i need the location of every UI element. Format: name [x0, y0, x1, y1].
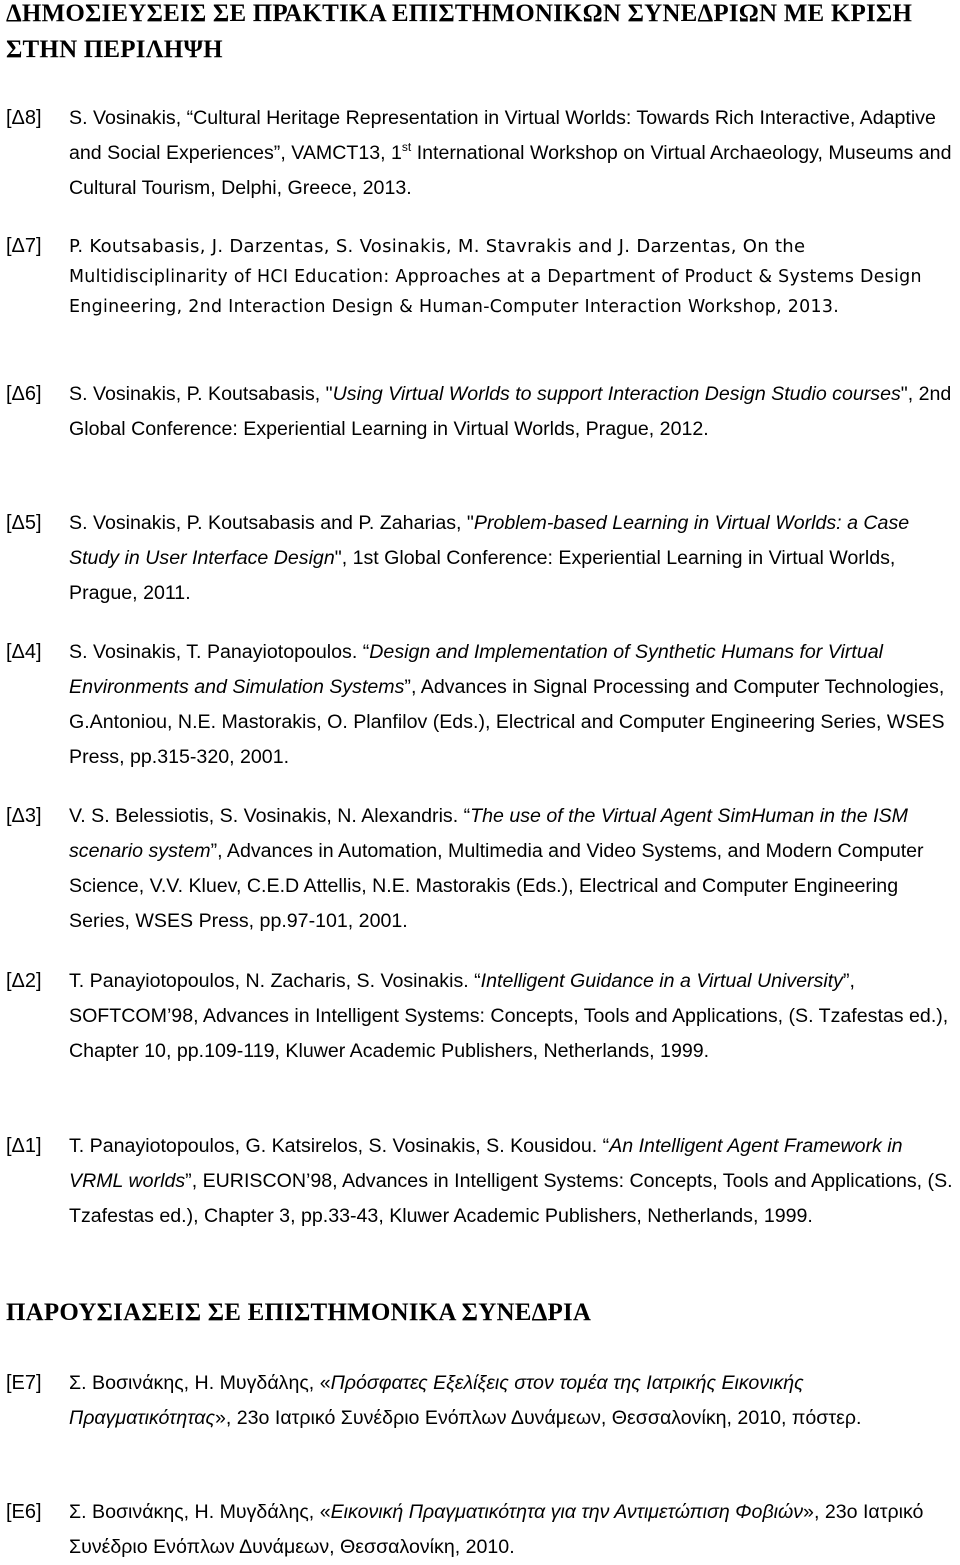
reference-label: [Δ4] [6, 641, 42, 663]
reference-text: Σ. Βοσινάκης, Η. Μυγδάλης, «Εικονική Πραγματικότητα για την Αντιμετώπιση Φοβιών», 23ο Ιατρικό Συνέδριο Ενόπλων Δυνάμεων, Θεσσαλονίκη, 2010. [69, 1501, 924, 1558]
reference-text: S. Vosinakis, T. Panayiotopoulos. “Design and Implementation of Synthetic Humans for Virtual Environments and Simulation Systems”, Advances in Signal Processing and Computer Technologies, G.Antoniou, N.E. Mastorakis, O. Planfilov (Eds.), Electrical and Computer Engineering Series, WSES Press, pp.315-320, 2001. [69, 641, 945, 768]
reference-label: [Ε6] [6, 1501, 42, 1523]
reference-text: T. Panayiotopoulos, N. Zacharis, S. Vosinakis. “Intelligent Guidance in a Virtual University”, SOFTCOM’98, Advances in Intelligent Systems: Concepts, Tools and Applications, (S. Tzafestas ed.), Chapter 10, pp.109-119, Kluwer Academic Publishers, Netherlands, 1999. [69, 970, 949, 1062]
reference-text: T. Panayiotopoulos, G. Katsirelos, S. Vosinakis, S. Kousidou. “An Intelligent Agent Framework in VRML worlds”, EURISCON’98, Advances in Intelligent Systems: Concepts, Tools and Applications, (S. Tzafestas ed.), Chapter 3, pp.33-43, Kluwer Academic Publishers, Netherlands, 1999. [69, 1135, 953, 1227]
reference-label: [Δ6] [6, 383, 42, 405]
reference-label: [Δ2] [6, 970, 42, 992]
reference-title: Using Virtual Worlds to support Interaction Design Studio courses [332, 383, 901, 405]
reference-text: S. Vosinakis, P. Koutsabasis, "Using Virtual Worlds to support Interaction Design Studio courses", 2nd Global Conference: Experiential Learning in Virtual Worlds, Prague, 2012. [69, 383, 952, 440]
reference-title: The use of the Virtual Agent SimHuman in the ISM scenario system [69, 805, 908, 862]
section-title-publications: ΔΗΜΟΣΙΕΥΣΕΙΣ ΣΕ ΠΡΑΚΤΙΚΑ ΕΠΙΣΤΗΜΟΝΙΚΩΝ ΣΥΝΕΔΡΙΩΝ ΜΕ ΚΡΙΣΗ ΣΤΗΝ ΠΕΡΙΛΗΨΗ [6, 0, 913, 63]
reference-text: Σ. Βοσινάκης, Η. Μυγδάλης, «Πρόσφατες Εξελίξεις στον τομέα της Ιατρικής Εικονικής Πραγματικότητας», 23ο Ιατρικό Συνέδριο Ενόπλων Δυνάμεων, Θεσσαλονίκη, 2010, πόστερ. [69, 1372, 862, 1429]
reference-text: P. Koutsabasis, J. Darzentas, S. Vosinakis, M. Stavrakis and J. Darzentas, On the Multidisciplinarity of HCI Education: Approaches at a Department of Product & Systems Design Engineering, 2nd Interaction Design & Human-Computer Interaction Workshop, 2013. [69, 236, 922, 317]
reference-label: [Ε7] [6, 1372, 42, 1394]
reference-title: Cultural Heritage Representation in Virtual Worlds: Towards Rich Interactive, Adaptive and Social Experiences [69, 107, 936, 164]
reference-label: [Δ7] [6, 235, 42, 257]
reference-title: Πρόσφατες Εξελίξεις στον τομέα της Ιατρικής Εικονικής Πραγματικότητας [69, 1372, 804, 1429]
section-title-presentations: ΠΑΡΟΥΣΙΑΣΕΙΣ ΣΕ ΕΠΙΣΤΗΜΟΝΙΚΑ ΣΥΝΕΔΡΙΑ [6, 1299, 592, 1326]
reference-label: [Δ1] [6, 1135, 42, 1157]
reference-text: V. S. Belessiotis, S. Vosinakis, N. Alexandris. “The use of the Virtual Agent SimHuman in the ISM scenario system”, Advances in Automation, Multimedia and Video Systems, and Modern Computer Science, V.V. Kluev, C.E.D Attellis, N.E. Mastorakis (Eds.), Electrical and Computer Engineering Series, WSES Press, pp.97-101, 2001. [69, 805, 924, 932]
reference-text: S. Vosinakis, P. Koutsabasis and P. Zaharias, "Problem-based Learning in Virtual Worlds: a Case Study in User Interface Design", 1st Global Conference: Experiential Learning in Virtual Worlds, Prague, 2011. [69, 512, 910, 604]
reference-label: [Δ8] [6, 107, 42, 129]
reference-title: Problem-based Learning in Virtual Worlds: a Case Study in User Interface Design [69, 512, 910, 569]
reference-label: [Δ5] [6, 512, 42, 534]
reference-label: [Δ3] [6, 805, 42, 827]
reference-title: Intelligent Guidance in a Virtual University [480, 970, 843, 992]
reference-title: Εικονική Πραγματικότητα για την Αντιμετώπιση Φοβιών [330, 1501, 804, 1523]
reference-text: S. Vosinakis, “Cultural Heritage Representation in Virtual Worlds: Towards Rich Interactive, Adaptive and Social Experiences”, VAMCT13, 1st International Workshop on Virtual Archaeology, Museums and Cultural Tourism, Delphi, Greece, 2013. [69, 107, 952, 199]
reference-title: Design and Implementation of Synthetic Humans for Virtual Environments and Simulation Systems [69, 641, 883, 698]
reference-title: An Intelligent Agent Framework in VRML worlds [69, 1135, 903, 1192]
